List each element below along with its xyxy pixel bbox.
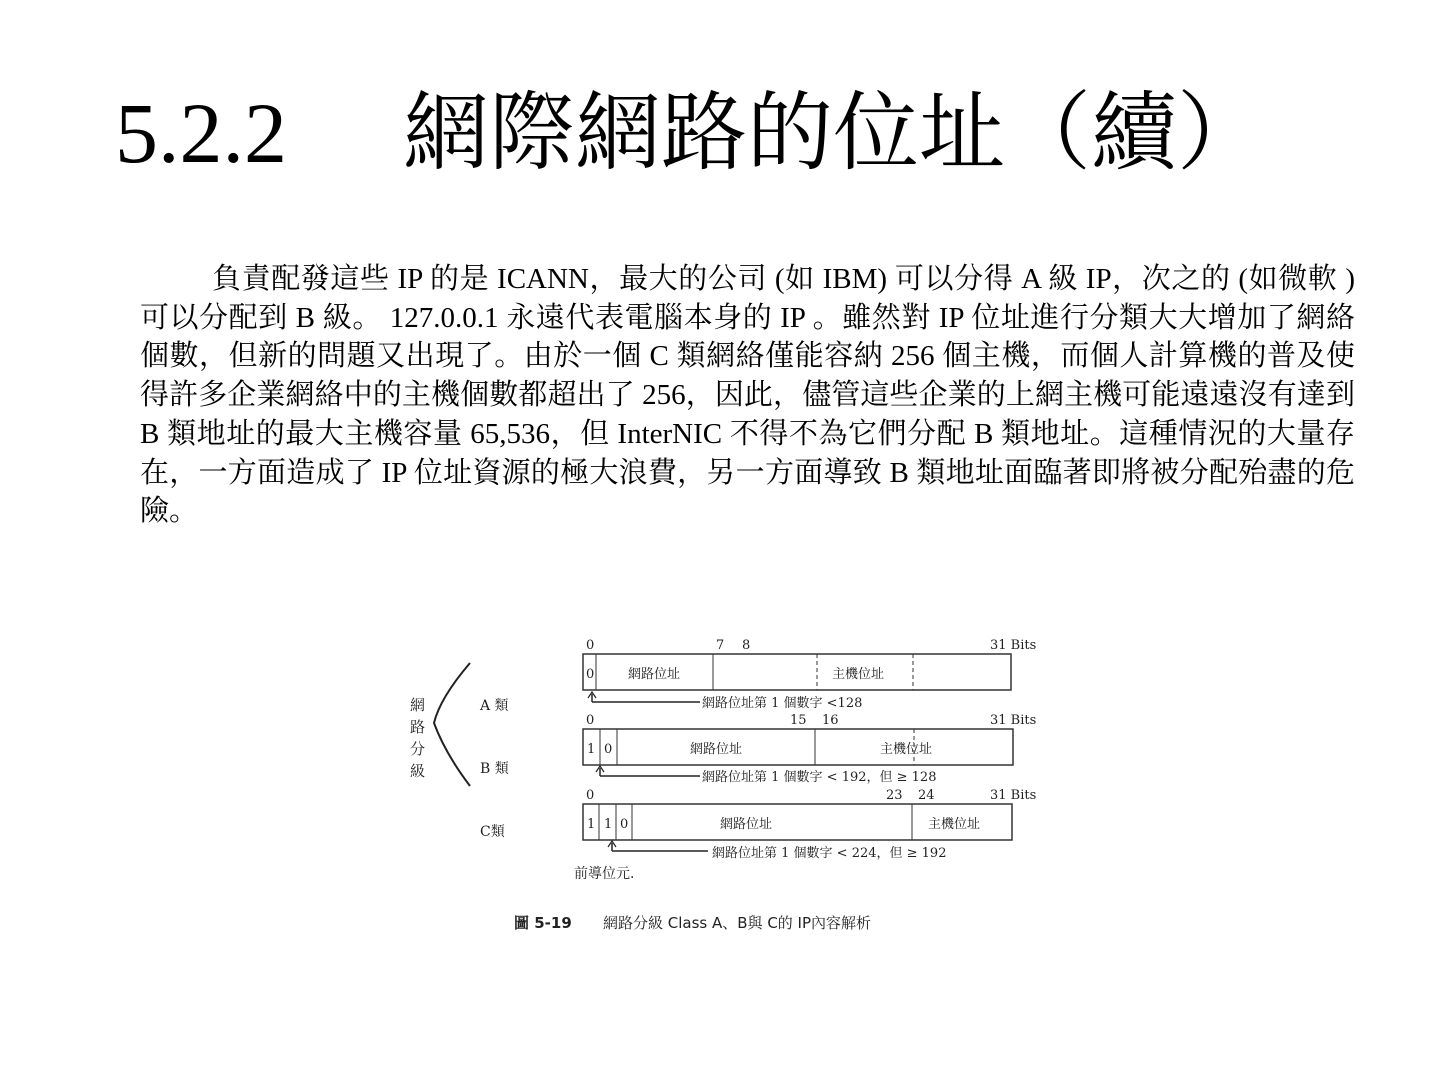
side-label-4: 級 (410, 762, 426, 780)
tick-0: 0 (586, 638, 595, 653)
tick-8: 8 (742, 638, 751, 653)
net-label: 網路位址 (690, 742, 743, 757)
side-label-1: 網 (410, 696, 426, 714)
net-label: 網路位址 (720, 817, 773, 832)
row-class-a (583, 638, 1036, 711)
note: 網路位址第 1 個數字 < 192，但 ≥ 128 (702, 770, 937, 785)
net-label: 網路位址 (628, 667, 681, 682)
row-class-b (583, 713, 1036, 785)
row-class-c (583, 788, 1036, 861)
tick-7: 7 (716, 638, 725, 653)
tick-0: 0 (586, 788, 595, 803)
tick-31: 31 Bits (990, 638, 1037, 653)
note: 網路位址第 1 個數字 < 224，但 ≥ 192 (712, 846, 947, 861)
prefix-bit: 0 (620, 817, 629, 832)
tick-31: 31 Bits (990, 788, 1037, 803)
class-a-label: A 類 (480, 698, 509, 714)
branch-lines (434, 663, 470, 786)
tick-16: 16 (822, 713, 839, 728)
prefix-bit: 0 (604, 742, 613, 757)
side-label-2: 路 (410, 718, 426, 736)
class-c-label: C類 (480, 824, 505, 840)
prefix-bit: 1 (587, 817, 596, 832)
caption-figure-number: 圖 5-19 (514, 914, 572, 932)
title-text: 網際網路的位址（續） (403, 85, 1263, 181)
host-label: 主機位址 (880, 742, 933, 757)
leading-bits-label: 前導位元. (574, 866, 635, 882)
tick-31: 31 Bits (990, 713, 1037, 728)
body-paragraph: 負責配發這些 IP 的是 ICANN，最大的公司 (如 IBM) 可以分得 A 級 IP，次之的 (如微軟 ) 可以分配到 B 級。 127.0.0.1 永遠代表電腦本身的 IP 。雖然對 IP 位址進行分類大大增加了網絡個數，但新的問題又出現了。由於一個 C 類網絡僅能容納 256 個主機，而個人計算機的普及使得許多企業網絡中的主機個數都超出了 256，因此，儘管這些企業的上網主機可能遠遠沒有達到 B 類地址的最大主機容量 65,536，但 InterNIC 不得不為它們分配 B 類地址。這種情況的大量存在，一方面造成了 IP 位址資源的極大浪費，另一方面導致 B 類地址面臨著即將被分配殆盡的危險。 (140, 263, 1355, 528)
prefix-bit: 0 (586, 667, 595, 682)
tick-0: 0 (586, 713, 595, 728)
slide-title (115, 78, 1335, 188)
tick-24: 24 (918, 788, 935, 803)
side-label-3: 分 (410, 740, 426, 758)
prefix-bit: 1 (604, 817, 613, 832)
note: 網路位址第 1 個數字 <128 (702, 696, 863, 711)
class-b-label: B 類 (480, 761, 509, 777)
prefix-bit: 1 (587, 742, 596, 757)
tick-23: 23 (886, 788, 903, 803)
tick-15: 15 (790, 713, 807, 728)
host-label: 主機位址 (832, 667, 885, 682)
ip-class-figure (400, 628, 1060, 948)
section-number: 5.2.2 (115, 85, 287, 181)
caption-text: 網路分級 Class A、B與 C的 IP內容解析 (603, 914, 872, 932)
host-label: 主機位址 (928, 817, 981, 832)
